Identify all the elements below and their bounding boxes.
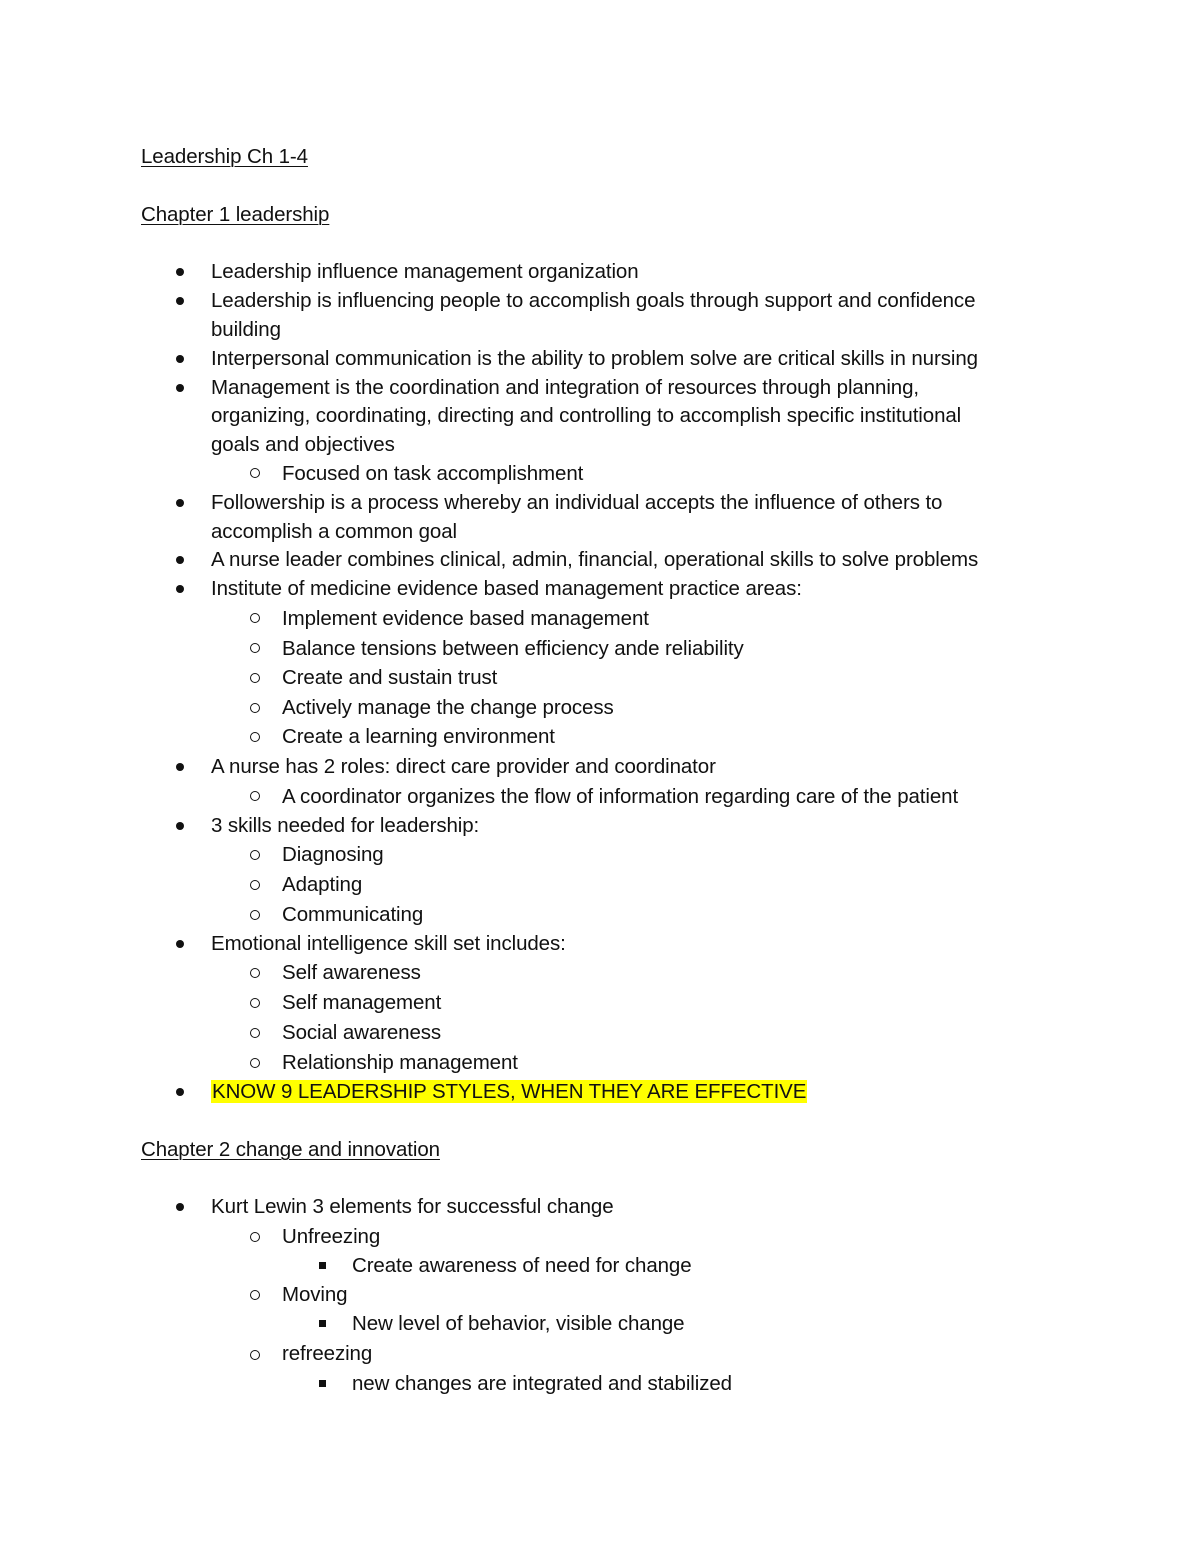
list-item: Management is the coordination and integration of resources through planning, [211, 376, 919, 399]
sub-list-item: Diagnosing [282, 843, 384, 866]
sub-list-item: Relationship management [282, 1051, 518, 1074]
list-item: A nurse leader combines clinical, admin, financial, operational skills to solve problems [211, 548, 979, 571]
bullet-dot-icon [176, 499, 184, 507]
sub-list-item: Self awareness [282, 961, 421, 984]
sub-list-item: Balance tensions between efficiency ande reliability [282, 637, 744, 660]
bullet-dot-icon [176, 822, 184, 830]
list-item: Emotional intelligence skill set includes: [211, 932, 566, 955]
list-item: Kurt Lewin 3 elements for successful change [211, 1195, 614, 1218]
hollow-circle-bullet-icon [250, 732, 260, 742]
hollow-circle-bullet-icon [250, 998, 260, 1008]
list-item: A nurse has 2 roles: direct care provider and coordinator [211, 755, 716, 778]
sub-list-item: Adapting [282, 873, 363, 896]
hollow-circle-bullet-icon [250, 613, 260, 623]
hollow-circle-bullet-icon [250, 1058, 260, 1068]
bullet-dot-icon [176, 763, 184, 771]
hollow-circle-bullet-icon [250, 673, 260, 683]
hollow-circle-bullet-icon [250, 468, 260, 478]
sub-sub-list-item: new changes are integrated and stabilized [352, 1372, 732, 1395]
list-item-continuation: building [211, 318, 281, 341]
sub-list-item: Implement evidence based management [282, 607, 649, 630]
hollow-circle-bullet-icon [250, 791, 260, 801]
list-item: Institute of medicine evidence based management practice areas: [211, 577, 802, 600]
chapter-1-heading: Chapter 1 leadership [141, 203, 330, 226]
list-item: Leadership is influencing people to accomplish goals through support and confidence [211, 289, 976, 312]
sub-sub-list-item: Create awareness of need for change [352, 1254, 692, 1277]
highlighted-list-item [211, 1077, 807, 1107]
document-title: Leadership Ch 1-4 [141, 145, 308, 168]
list-item-continuation: organizing, coordinating, directing and controlling to accomplish specific institutional [211, 404, 962, 427]
hollow-circle-bullet-icon [250, 703, 260, 713]
list-item: 3 skills needed for leadership: [211, 814, 480, 837]
sub-list-item: Self management [282, 991, 442, 1014]
bullet-dot-icon [176, 1203, 184, 1211]
bullet-dot-icon [176, 1088, 184, 1096]
hollow-circle-bullet-icon [250, 1290, 260, 1300]
list-item: Followership is a process whereby an individual accepts the influence of others to [211, 491, 943, 514]
sub-list-item: Unfreezing [282, 1225, 381, 1248]
highlighted-text: KNOW 9 LEADERSHIP STYLES, WHEN THEY ARE EFFECTIVE [212, 1080, 807, 1103]
sub-list-item: Create and sustain trust [282, 666, 498, 689]
sub-list-item: Actively manage the change process [282, 696, 614, 719]
bullet-dot-icon [176, 355, 184, 363]
bullet-dot-icon [176, 384, 184, 392]
list-item-continuation: accomplish a common goal [211, 520, 457, 543]
bullet-dot-icon [176, 297, 184, 305]
hollow-circle-bullet-icon [250, 880, 260, 890]
list-item-continuation: goals and objectives [211, 433, 395, 456]
hollow-circle-bullet-icon [250, 850, 260, 860]
sub-list-item: Moving [282, 1283, 348, 1306]
square-bullet-icon [319, 1262, 326, 1269]
sub-list-item: refreezing [282, 1342, 373, 1365]
square-bullet-icon [319, 1380, 326, 1387]
sub-list-item: A coordinator organizes the flow of information regarding care of the patient [282, 785, 959, 808]
sub-list-item: Create a learning environment [282, 725, 555, 748]
sub-list-item: Social awareness [282, 1021, 442, 1044]
bullet-dot-icon [176, 268, 184, 276]
hollow-circle-bullet-icon [250, 643, 260, 653]
sub-sub-list-item: New level of behavior, visible change [352, 1312, 685, 1335]
bullet-dot-icon [176, 556, 184, 564]
hollow-circle-bullet-icon [250, 1028, 260, 1038]
sub-list-item: Communicating [282, 903, 424, 926]
sub-list-item: Focused on task accomplishment [282, 462, 584, 485]
list-item: Interpersonal communication is the ability to problem solve are critical skills in nursing [211, 347, 978, 370]
list-item: Leadership influence management organization [211, 260, 639, 283]
bullet-dot-icon [176, 585, 184, 593]
hollow-circle-bullet-icon [250, 1232, 260, 1242]
chapter-2-heading: Chapter 2 change and innovation [141, 1138, 440, 1161]
square-bullet-icon [319, 1320, 326, 1327]
hollow-circle-bullet-icon [250, 968, 260, 978]
hollow-circle-bullet-icon [250, 910, 260, 920]
bullet-dot-icon [176, 940, 184, 948]
hollow-circle-bullet-icon [250, 1350, 260, 1360]
